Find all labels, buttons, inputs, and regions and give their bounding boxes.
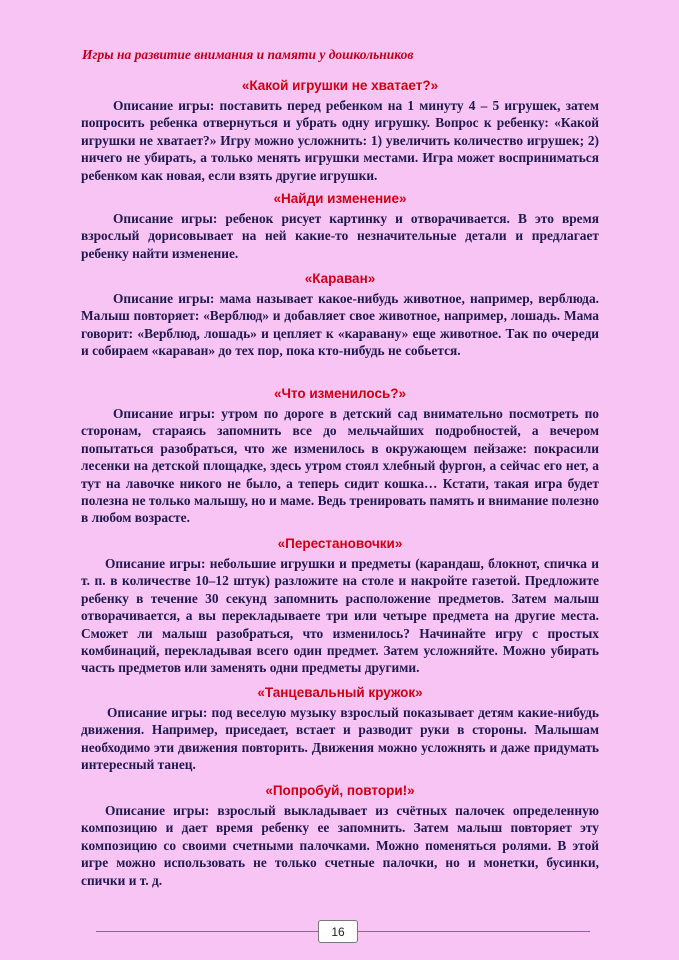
game-title: «Караван» (304, 271, 376, 286)
game-description: Описание игры: поставить перед ребенком на 1 минуту 4 – 5 игрушек, затем попросить ребенка отвернуться и убрать одну игрушку. Вопрос к ребенку: «Какой игрушки не хватает?» Игру можно усложнить: 1) увеличить количество игрушек; 2) ничего не убирать, а только менять игрушки местами. Игра может восприниматься ребенком как новая, если взять другие игрушки. (81, 98, 599, 183)
game-section-6 (81, 684, 599, 774)
game-title: «Попробуй, повтори!» (265, 783, 415, 798)
game-description: Описание игры: взрослый выкладывает из счётных палочек определенную композицию и дает время ребенку ее запомнить. Затем малыш повторяет эту композицию со своими счетными палочками. Можно поменяться ролями. В этой игре можно использовать не только счетные палочки, но и монетки, бусинки, спички и т. д. (81, 803, 599, 888)
game-section-5 (81, 535, 599, 677)
game-description: Описание игры: мама называет какое-нибудь животное, например, верблюда. Малыш повторяет: «Верблюд» и добавляет свое животное, например, лошадь. Мама говорит: «Верблюд, лошадь» и цепляет к «каравану» еще животное. Так по очереди и собираем «караван» до тех пор, пока кто-нибудь не собьется. (81, 291, 599, 359)
game-title: «Найди изменение» (273, 191, 407, 206)
game-section-2 (81, 190, 599, 262)
game-description: Описание игры: ребенок рисует картинку и отворачивается. В это время взрослый дорисовывает на ней какие-то незначительные детали и предлагает ребенку найти изменение. (81, 211, 599, 261)
page-header: Игры на развитие внимания и памяти у дошкольников (82, 47, 414, 62)
game-title: «Какой игрушки не хватает?» (241, 78, 439, 93)
game-section-1 (81, 77, 599, 184)
footer-divider-right (358, 931, 590, 932)
game-description: Описание игры: под веселую музыку взрослый показывает детям какие-нибудь движения. Например, приседает, встает и разводит руки в стороны. Малышам необходимо эти движения повторить. Движения можно усложнять и даже придумать интересный танец. (81, 705, 599, 773)
footer-divider-left (96, 931, 318, 932)
game-description: Описание игры: небольшие игрушки и предметы (карандаш, блокнот, спичка и т. п. в количестве 10–12 штук) разложите на столе и накройте газетой. Предложите ребенку в течение 30 секунд запомнить расположение предметов. Затем малыш отворачивается, а вы перекладываете три или четыре предмета на другие места. Сможет ли малыш разобраться, что изменилось? Начинайте игру с простых комбинаций, перекладывая всего один предмет. Затем усложняйте. Можно убирать часть предметов или заменять одни предметы другими. (81, 556, 599, 676)
game-section-7 (81, 782, 599, 889)
game-description: Описание игры: утром по дороге в детский сад внимательно посмотреть по сторонам, стараясь запомнить все до мельчайших подробностей, а вечером попытаться разобраться, что же изменилось в окружающем пейзаже: покрасили лесенки на детской площадке, здесь утром стоял хлебный фургон, а сейчас его нет, а тут на лавочке никого не было, а теперь сидит кошка… Кстати, такая игра будет полезна не только малышу, но и маме. Ведь тренировать память и внимание полезно в любом возрасте. (81, 406, 599, 526)
game-section-3 (81, 270, 599, 360)
game-title: «Танцевальный кружок» (257, 685, 423, 700)
game-section-4 (81, 385, 599, 527)
game-title: «Что изменилось?» (273, 386, 407, 401)
page-number: 16 (318, 920, 358, 943)
game-title: «Перестановочки» (277, 536, 403, 551)
